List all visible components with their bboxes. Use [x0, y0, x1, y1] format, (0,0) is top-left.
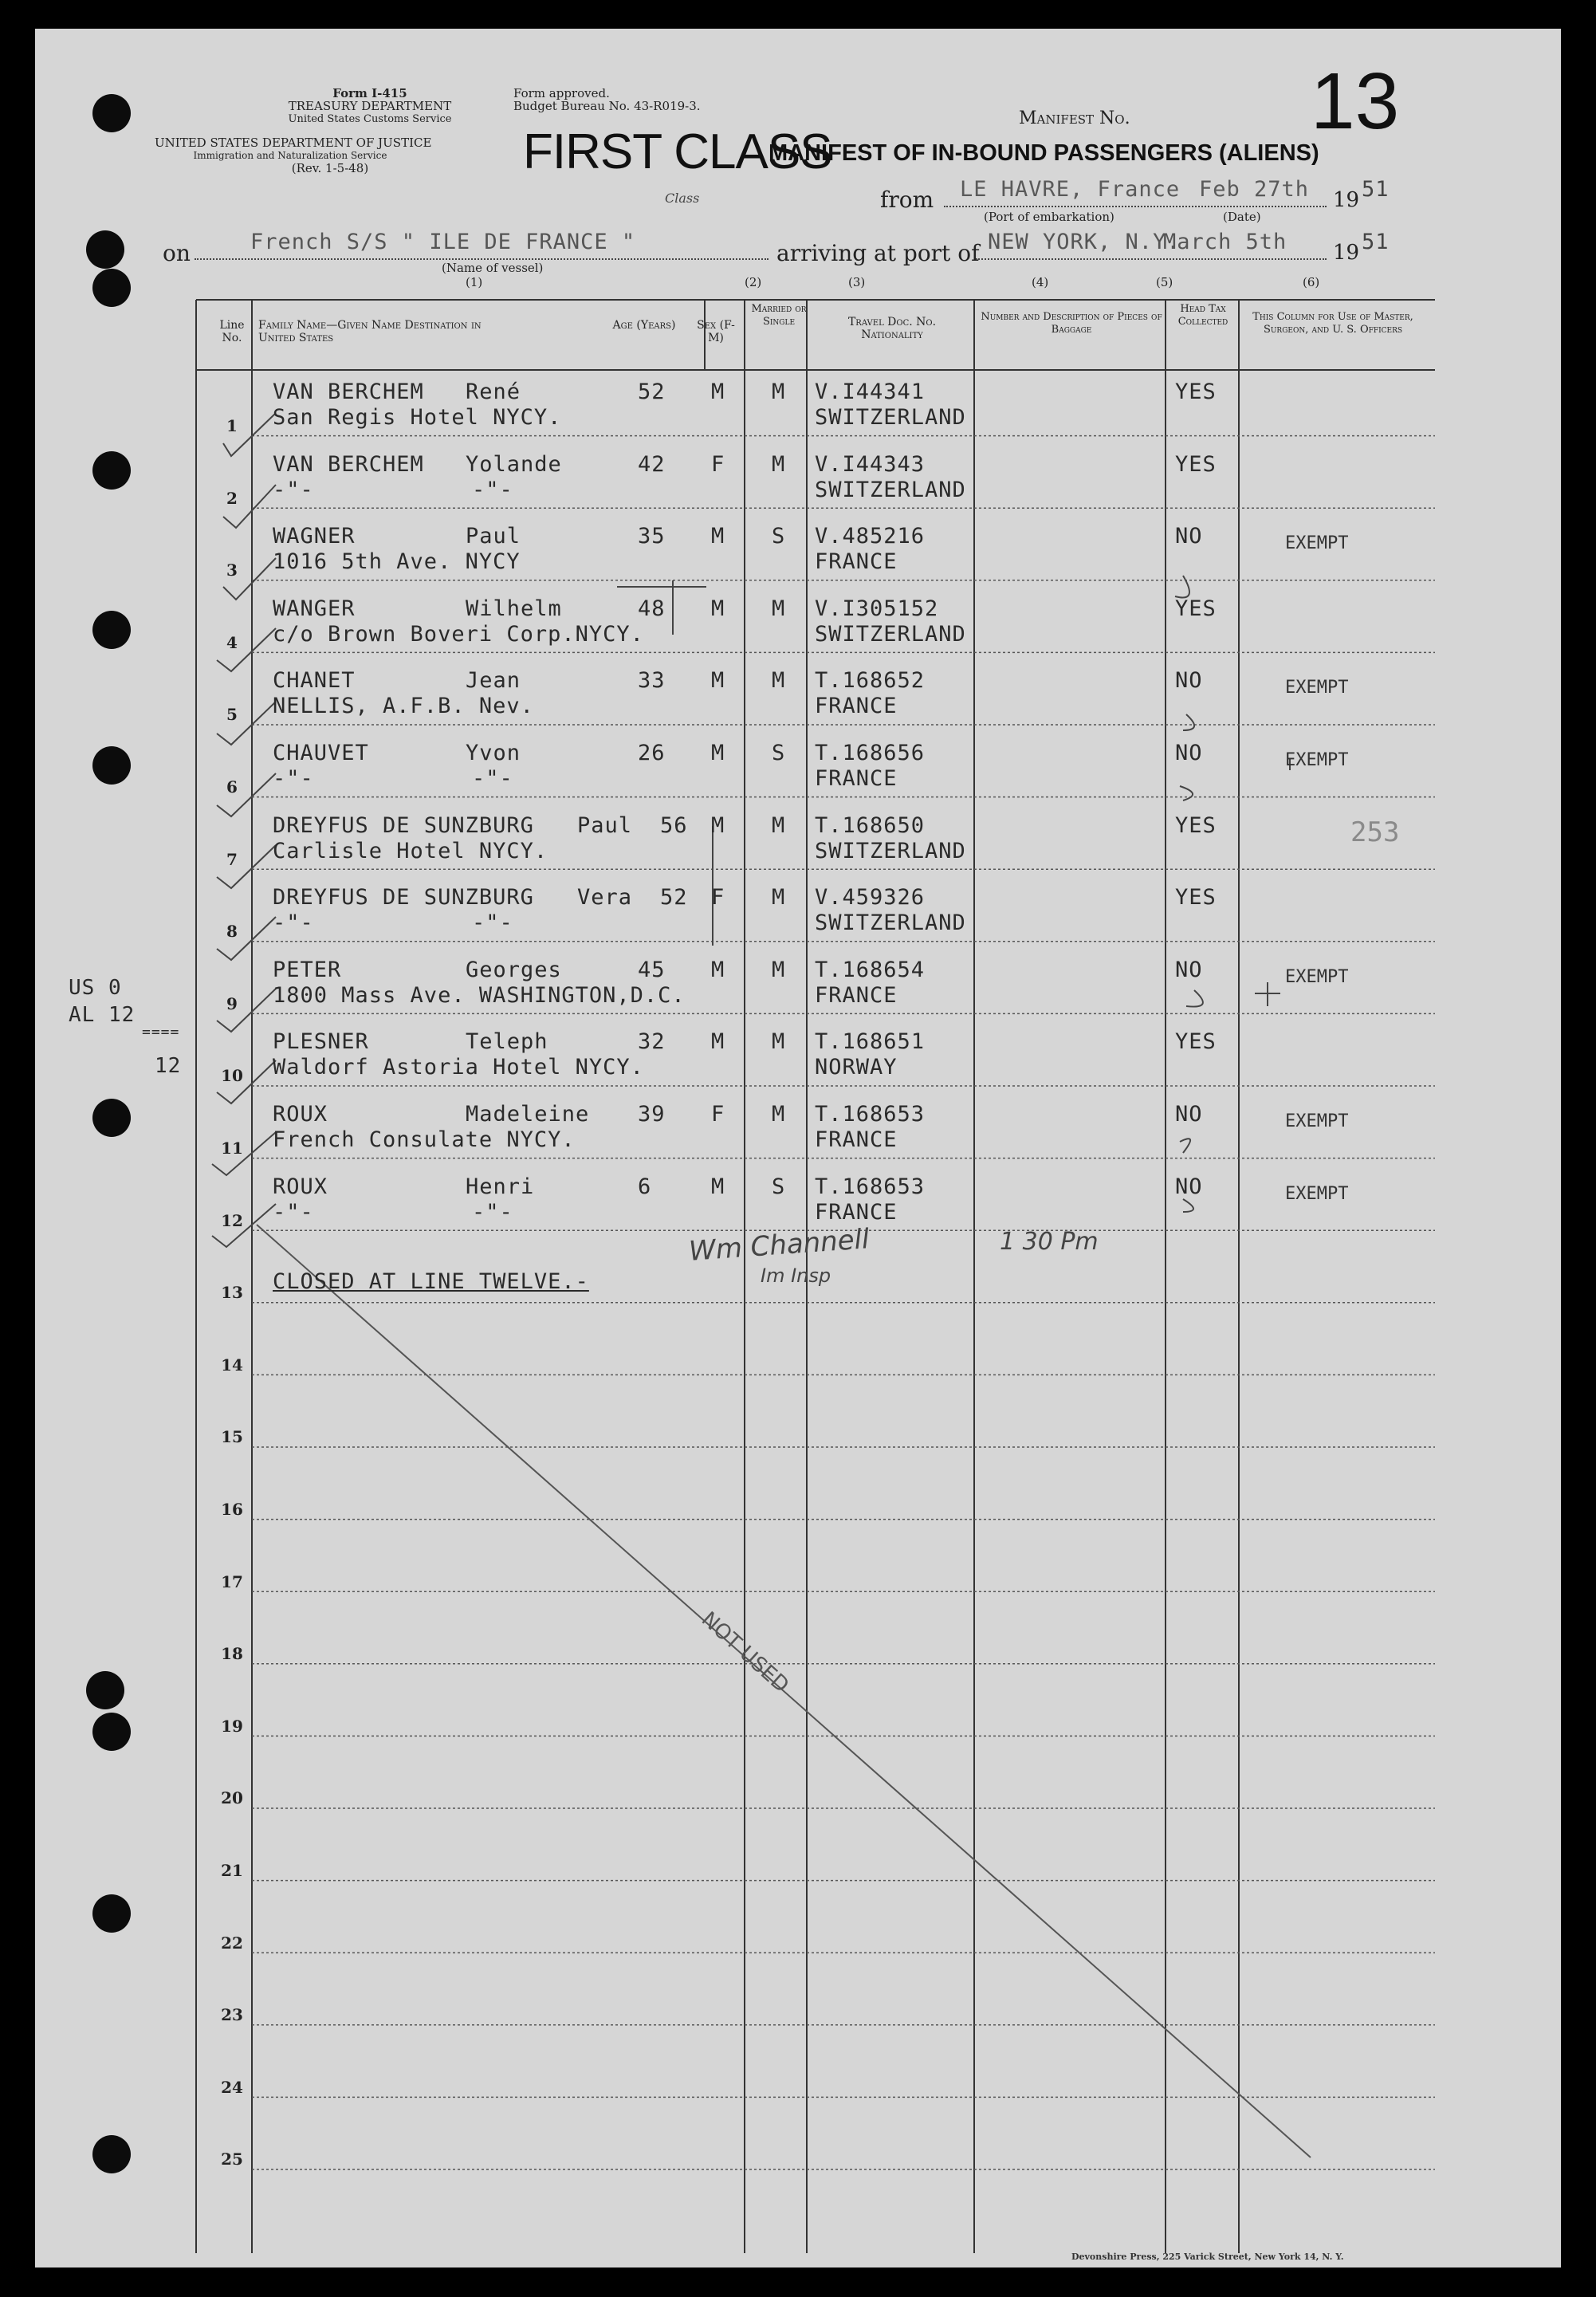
age: 56 — [660, 812, 688, 838]
age: 42 — [638, 451, 666, 477]
family-name: PETER — [273, 957, 342, 982]
exempt-stamp: EXEMPT — [1285, 678, 1349, 698]
header-baggage: Number and Description of Pieces of Baggage — [981, 311, 1162, 336]
marital-status: M — [772, 596, 786, 621]
travel-doc-number: T.168654 — [815, 957, 926, 982]
given-name: Yvon — [466, 741, 521, 765]
destination: French Consulate NYCY. — [273, 1127, 576, 1152]
tally-line-4: 12 — [155, 1054, 182, 1078]
sex: M — [711, 741, 725, 765]
header-name: Family Name—Given Name Destination in United States — [258, 319, 482, 344]
sex: M — [711, 1029, 725, 1055]
inspector-title: Im Insp — [761, 1265, 831, 1287]
family-name: WAGNER — [273, 524, 356, 549]
line-number: 5 — [226, 705, 238, 725]
tally-line-2: AL 12 — [69, 1003, 136, 1027]
given-name: Henri — [466, 1174, 535, 1199]
nationality: SWITZERLAND — [815, 621, 966, 647]
marital-status: M — [772, 451, 786, 477]
sex: F — [711, 885, 725, 911]
sex: M — [711, 1174, 725, 1199]
line-number: 15 — [221, 1427, 243, 1447]
given-name: Yolande — [466, 451, 562, 477]
travel-doc-number: V.485216 — [815, 524, 926, 549]
destination: Carlisle Hotel NYCY. — [273, 838, 548, 863]
age: 6 — [638, 1174, 652, 1199]
destination-given: -"- — [472, 1199, 513, 1225]
header-age: Age (Years) — [612, 319, 676, 332]
age: 26 — [638, 741, 666, 765]
line-number: 3 — [226, 560, 238, 580]
exempt-stamp: EXEMPT — [1285, 533, 1349, 554]
manifest-no-label: Manifest No. — [1019, 108, 1130, 128]
line-number: 14 — [221, 1355, 243, 1375]
given-name: Paul — [577, 812, 633, 838]
nationality: FRANCE — [815, 982, 898, 1008]
destination-given: -"- — [472, 477, 513, 502]
col-6-label: (6) — [1303, 275, 1320, 289]
inspection-time: 1 30 Pm — [1000, 1228, 1099, 1256]
col-2-label: (2) — [745, 275, 762, 289]
line-number: 9 — [226, 993, 238, 1013]
destination-given: -"- — [472, 911, 513, 936]
header-line-no: Line No. — [219, 319, 245, 344]
head-tax: YES — [1175, 380, 1217, 404]
tally-line-3: ==== — [142, 1024, 180, 1040]
line-number: 16 — [221, 1500, 243, 1519]
family-name: VAN BERCHEM — [273, 380, 424, 404]
travel-doc-number: T.168656 — [815, 741, 926, 765]
line-number: 13 — [221, 1283, 243, 1303]
nationality: FRANCE — [815, 1199, 898, 1225]
exempt-stamp: EXEMPT — [1285, 1111, 1349, 1131]
nationality: FRANCE — [815, 766, 898, 791]
header-officers: This Column for Use of Master, Surgeon, and U. S. Officers — [1252, 311, 1413, 336]
family-name: ROUX — [273, 1102, 328, 1127]
age: 52 — [660, 885, 688, 911]
line-number: 7 — [226, 849, 238, 869]
header-travel-doc: Travel Doc. No. Nationality — [847, 316, 937, 341]
line-number: 20 — [221, 1788, 243, 1808]
family-name: DREYFUS DE SUNZBURG — [273, 885, 534, 911]
nationality: SWITZERLAND — [815, 838, 966, 863]
line-number: 6 — [226, 777, 238, 796]
travel-doc-number: V.459326 — [815, 885, 926, 911]
travel-doc-number: T.168653 — [815, 1102, 926, 1127]
marital-status: S — [772, 1174, 786, 1199]
travel-doc-number: T.168651 — [815, 1029, 926, 1055]
given-name: Jean — [466, 668, 521, 694]
dept-ins: Immigration and Naturalization Service — [193, 150, 387, 161]
sex: M — [711, 380, 725, 404]
col-4-label: (4) — [1032, 275, 1049, 289]
vessel-caption: (Name of vessel) — [442, 261, 544, 275]
header-married: Married or Single — [751, 303, 807, 328]
exempt-stamp: EXEMPT — [1285, 966, 1349, 987]
manifest-title: MANIFEST OF IN-BOUND PASSENGERS (ALIENS) — [769, 140, 1319, 166]
age: 52 — [638, 380, 666, 404]
year-suffix-2: 51 — [1362, 230, 1390, 254]
dept-treasury: TREASURY DEPARTMENT — [288, 99, 452, 113]
vessel-name: French S/S " ILE DE FRANCE " — [250, 230, 636, 254]
exempt-stamp: EXEMPT — [1285, 750, 1349, 770]
family-name: CHAUVET — [273, 741, 369, 765]
line-number: 19 — [221, 1716, 243, 1736]
marital-status: M — [772, 668, 786, 694]
on-label: on — [163, 240, 191, 266]
arrival-port: NEW YORK, N.Y. — [988, 230, 1181, 254]
form-approved: Form approved. — [513, 86, 610, 100]
given-name: René — [466, 380, 521, 404]
nationality: FRANCE — [815, 549, 898, 575]
line-number: 21 — [221, 1861, 243, 1880]
sex: M — [711, 668, 725, 694]
line-number: 8 — [226, 922, 238, 942]
head-tax: NO — [1175, 524, 1203, 549]
form-number: Form I-415 — [332, 86, 407, 100]
nationality: FRANCE — [815, 694, 898, 719]
destination: -"- — [273, 1199, 314, 1225]
line-number: 23 — [221, 2005, 243, 2025]
line-number: 1 — [226, 416, 238, 435]
line-number: 4 — [226, 632, 238, 652]
line-number: 2 — [226, 488, 238, 508]
inspector-signature: Wm Channell — [687, 1223, 871, 1268]
head-tax: YES — [1175, 451, 1217, 477]
destination: -"- — [273, 766, 314, 791]
year-prefix-2: 19 — [1333, 241, 1360, 265]
form-revision: (Rev. 1-5-48) — [291, 161, 369, 175]
marital-status: M — [772, 1029, 786, 1055]
manifest-number: 13 — [1311, 57, 1400, 146]
travel-doc-number: T.168653 — [815, 1174, 926, 1199]
sex: M — [711, 596, 725, 621]
head-tax: NO — [1175, 1174, 1203, 1199]
marital-status: M — [772, 885, 786, 911]
sex: F — [711, 1102, 725, 1127]
stamp-253: 253 — [1350, 816, 1400, 848]
destination: Waldorf Astoria Hotel NYCY. — [273, 1055, 644, 1080]
marital-status: M — [772, 812, 786, 838]
marital-status: S — [772, 741, 786, 765]
nationality: FRANCE — [815, 1127, 898, 1152]
line-number: 17 — [221, 1571, 243, 1591]
destination: 1800 Mass Ave. WASHINGTON,D.C. — [273, 982, 686, 1008]
family-name: CHANET — [273, 668, 356, 694]
dept-customs: United States Customs Service — [288, 113, 452, 125]
travel-doc-number: V.I305152 — [815, 596, 939, 621]
sex: F — [711, 451, 725, 477]
marital-status: M — [772, 957, 786, 982]
marital-status: M — [772, 1102, 786, 1127]
head-tax: NO — [1175, 741, 1203, 765]
embarkation-date: Feb 27th — [1199, 177, 1310, 202]
manifest-grid — [35, 29, 1561, 2268]
age: 48 — [638, 596, 666, 621]
family-name: VAN BERCHEM — [273, 451, 424, 477]
printer-imprint: Devonshire Press, 225 Varick Street, New York 14, N. Y. — [1071, 2252, 1344, 2262]
from-label: from — [880, 187, 934, 213]
head-tax: YES — [1175, 812, 1217, 838]
nationality: SWITZERLAND — [815, 405, 966, 430]
line-number: 24 — [221, 2077, 243, 2097]
class-label: Class — [665, 191, 700, 206]
tally-line-1: US 0 — [69, 976, 122, 1000]
port-embark-caption: (Port of embarkation) — [984, 210, 1114, 224]
travel-doc-number: V.I44341 — [815, 380, 926, 404]
sex: M — [711, 812, 725, 838]
first-class-stamp: FIRST CLASS — [523, 124, 832, 179]
arriving-label: arriving at port of — [776, 240, 980, 266]
family-name: WANGER — [273, 596, 356, 621]
arrival-date: March 5th — [1163, 230, 1287, 254]
given-name: Madeleine — [466, 1102, 590, 1127]
marital-status: S — [772, 524, 786, 549]
sex: M — [711, 957, 725, 982]
line-number: 11 — [221, 1139, 243, 1158]
year-suffix-1: 51 — [1362, 177, 1390, 202]
date-caption: (Date) — [1223, 210, 1261, 224]
header-head-tax: Head Tax Collected — [1177, 303, 1228, 328]
line-number: 18 — [221, 1644, 243, 1664]
destination: 1016 5th Ave. NYCY — [273, 549, 521, 575]
age: 35 — [638, 524, 666, 549]
given-name: Georges — [466, 957, 562, 982]
family-name: DREYFUS DE SUNZBURG — [273, 812, 534, 838]
col-1-label: (1) — [466, 275, 483, 289]
head-tax: NO — [1175, 957, 1203, 982]
exempt-stamp: EXEMPT — [1285, 1183, 1349, 1204]
closed-note: CLOSED AT LINE TWELVE.- — [273, 1269, 589, 1294]
travel-doc-number: V.I44343 — [815, 451, 926, 477]
age: 32 — [638, 1029, 666, 1055]
year-prefix-1: 19 — [1333, 188, 1360, 212]
destination: NELLIS, A.F.B. Nev. — [273, 694, 534, 719]
destination: San Regis Hotel NYCY. — [273, 405, 562, 430]
header-sex: Sex (F-M) — [697, 319, 735, 344]
port-of-embarkation: LE HAVRE, France — [960, 177, 1181, 202]
travel-doc-number: T.168650 — [815, 812, 926, 838]
given-name: Vera — [577, 885, 633, 911]
nationality: SWITZERLAND — [815, 911, 966, 936]
manifest-sheet — [35, 29, 1561, 2268]
head-tax: YES — [1175, 1029, 1217, 1055]
dept-justice: UNITED STATES DEPARTMENT OF JUSTICE — [155, 136, 432, 150]
head-tax: NO — [1175, 1102, 1203, 1127]
line-number: 22 — [221, 1933, 243, 1953]
not-used-note: NOT USED — [696, 1607, 794, 1698]
age: 45 — [638, 957, 666, 982]
sex: M — [711, 524, 725, 549]
travel-doc-number: T.168652 — [815, 668, 926, 694]
given-name: Teleph — [466, 1029, 548, 1055]
family-name: PLESNER — [273, 1029, 369, 1055]
line-number: 25 — [221, 2150, 243, 2169]
destination: -"- — [273, 911, 314, 936]
destination-given: -"- — [472, 766, 513, 791]
line-number: 10 — [221, 1066, 243, 1086]
budget-bureau: Budget Bureau No. 43-R019-3. — [513, 99, 701, 113]
line-number: 12 — [221, 1210, 243, 1230]
age: 39 — [638, 1102, 666, 1127]
head-tax: YES — [1175, 885, 1217, 911]
nationality: NORWAY — [815, 1055, 898, 1080]
col-5-label: (5) — [1156, 275, 1173, 289]
marital-status: M — [772, 380, 786, 404]
age: 33 — [638, 668, 666, 694]
given-name: Paul — [466, 524, 521, 549]
destination: -"- — [273, 477, 314, 502]
nationality: SWITZERLAND — [815, 477, 966, 502]
col-3-label: (3) — [848, 275, 866, 289]
head-tax: YES — [1175, 596, 1217, 621]
destination: c/o Brown Boveri Corp.NYCY. — [273, 621, 644, 647]
given-name: Wilhelm — [466, 596, 562, 621]
head-tax: NO — [1175, 668, 1203, 694]
family-name: ROUX — [273, 1174, 328, 1199]
